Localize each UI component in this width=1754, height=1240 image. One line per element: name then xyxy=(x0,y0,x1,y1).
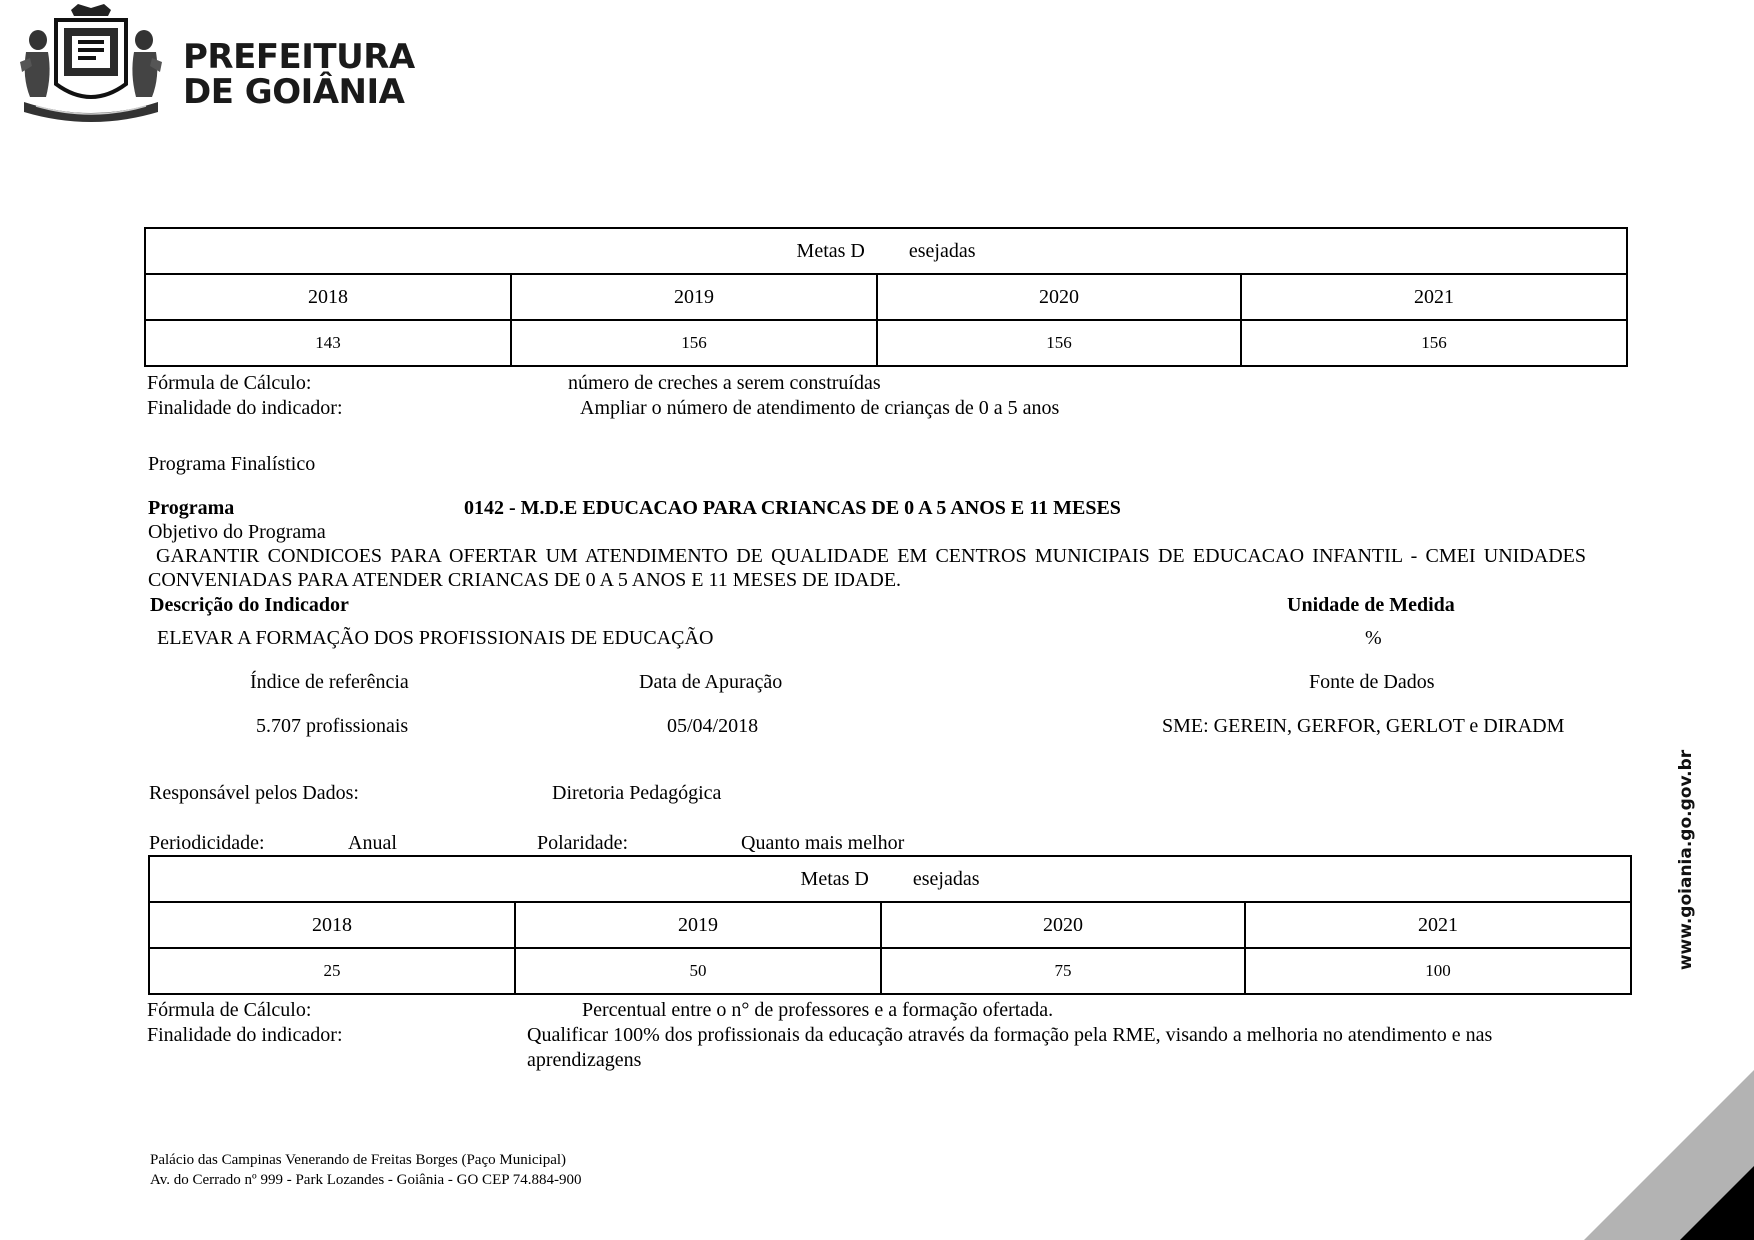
side-url: www.goiania.go.gov.br xyxy=(1676,749,1696,971)
value-cell: 100 xyxy=(1245,948,1631,994)
periodicidade-value: Anual xyxy=(348,832,397,854)
indice-value: 5.707 profissionais xyxy=(256,715,409,737)
descricao-label: Descrição do Indicador xyxy=(150,594,349,616)
descricao-value: ELEVAR A FORMAÇÃO DOS PROFISSIONAIS DE EDUCAÇÃO xyxy=(157,627,714,649)
logo-line-1: PREFEITURA xyxy=(183,37,415,77)
year-cell: 2021 xyxy=(1241,274,1627,320)
objetivo-text: GARANTIR CONDICOES PARA OFERTAR UM ATENDIMENTO DE QUALIDADE EM CENTROS MUNICIPAIS DE EDUCACAO INFANTIL - CMEI UNIDADES CONVENIADAS PARA ATENDER CRIANCAS DE 0 A 5 ANOS E 11 MESES DE IDADE. xyxy=(148,545,1586,591)
value-cell: 156 xyxy=(877,320,1241,366)
year-cell: 2018 xyxy=(149,902,515,948)
programa-name: 0142 - M.D.E EDUCACAO PARA CRIANCAS DE 0 A 5 ANOS E 11 MESES xyxy=(464,497,1121,519)
year-cell: 2021 xyxy=(1245,902,1631,948)
fonte-label: Fonte de Dados xyxy=(1309,671,1435,693)
metas-title: Metas D esejadas xyxy=(149,856,1631,902)
footer-address-1: Palácio das Campinas Venerando de Freitas Borges (Paço Municipal) xyxy=(150,1152,567,1168)
finalidade-label: Finalidade do indicador: xyxy=(147,397,343,419)
metas-title: Metas D esejadas xyxy=(145,228,1627,274)
polaridade-value: Quanto mais melhor xyxy=(741,832,905,854)
coat-of-arms-icon xyxy=(16,2,166,127)
formula-label: Fórmula de Cálculo: xyxy=(147,372,312,394)
finalidade-value: Ampliar o número de atendimento de crianças de 0 a 5 anos xyxy=(580,397,1060,419)
unidade-value: % xyxy=(1365,627,1382,649)
corner-decoration xyxy=(1584,1070,1754,1240)
value-cell: 25 xyxy=(149,948,515,994)
value-cell: 75 xyxy=(881,948,1245,994)
finalidade-value: Qualificar 100% dos profissionais da educação através da formação pela RME, visando a melhoria no atendimento e nas aprendizagens xyxy=(527,1024,1493,1071)
logo-line-2: DE GOIÂNIA xyxy=(183,72,405,112)
periodicidade-label: Periodicidade: xyxy=(149,832,265,854)
metas-table-1 xyxy=(144,227,1628,367)
formula-value: número de creches a serem construídas xyxy=(568,372,881,394)
unidade-label: Unidade de Medida xyxy=(1287,594,1455,616)
formula-label: Fórmula de Cálculo: xyxy=(147,999,312,1021)
programa-label: Programa xyxy=(148,497,235,519)
fonte-value: SME: GEREIN, GERFOR, GERLOT e DIRADM xyxy=(1162,715,1565,737)
objetivo-label: Objetivo do Programa xyxy=(148,521,326,543)
year-cell: 2019 xyxy=(515,902,881,948)
indice-label: Índice de referência xyxy=(250,671,409,693)
programa-finalistico: Programa Finalístico xyxy=(148,453,316,475)
value-cell: 50 xyxy=(515,948,881,994)
metas-table-2 xyxy=(148,855,1632,995)
responsavel-value: Diretoria Pedagógica xyxy=(552,782,722,804)
year-cell: 2018 xyxy=(145,274,511,320)
header-logo xyxy=(16,2,415,127)
logo-wordmark xyxy=(183,37,415,112)
data-apuracao-value: 05/04/2018 xyxy=(667,715,759,737)
year-cell: 2020 xyxy=(877,274,1241,320)
footer-address-2: Av. do Cerrado nº 999 - Park Lozandes - Goiânia - GO CEP 74.884-900 xyxy=(150,1172,582,1188)
value-cell: 143 xyxy=(145,320,511,366)
value-cell: 156 xyxy=(1241,320,1627,366)
year-cell: 2019 xyxy=(511,274,877,320)
data-apuracao-label: Data de Apuração xyxy=(639,671,783,693)
value-cell: 156 xyxy=(511,320,877,366)
year-cell: 2020 xyxy=(881,902,1245,948)
finalidade-label: Finalidade do indicador: xyxy=(147,1024,343,1046)
responsavel-label: Responsável pelos Dados: xyxy=(149,782,359,804)
polaridade-label: Polaridade: xyxy=(537,832,629,854)
formula-value: Percentual entre o n° de professores e a formação ofertada. xyxy=(582,999,1054,1021)
